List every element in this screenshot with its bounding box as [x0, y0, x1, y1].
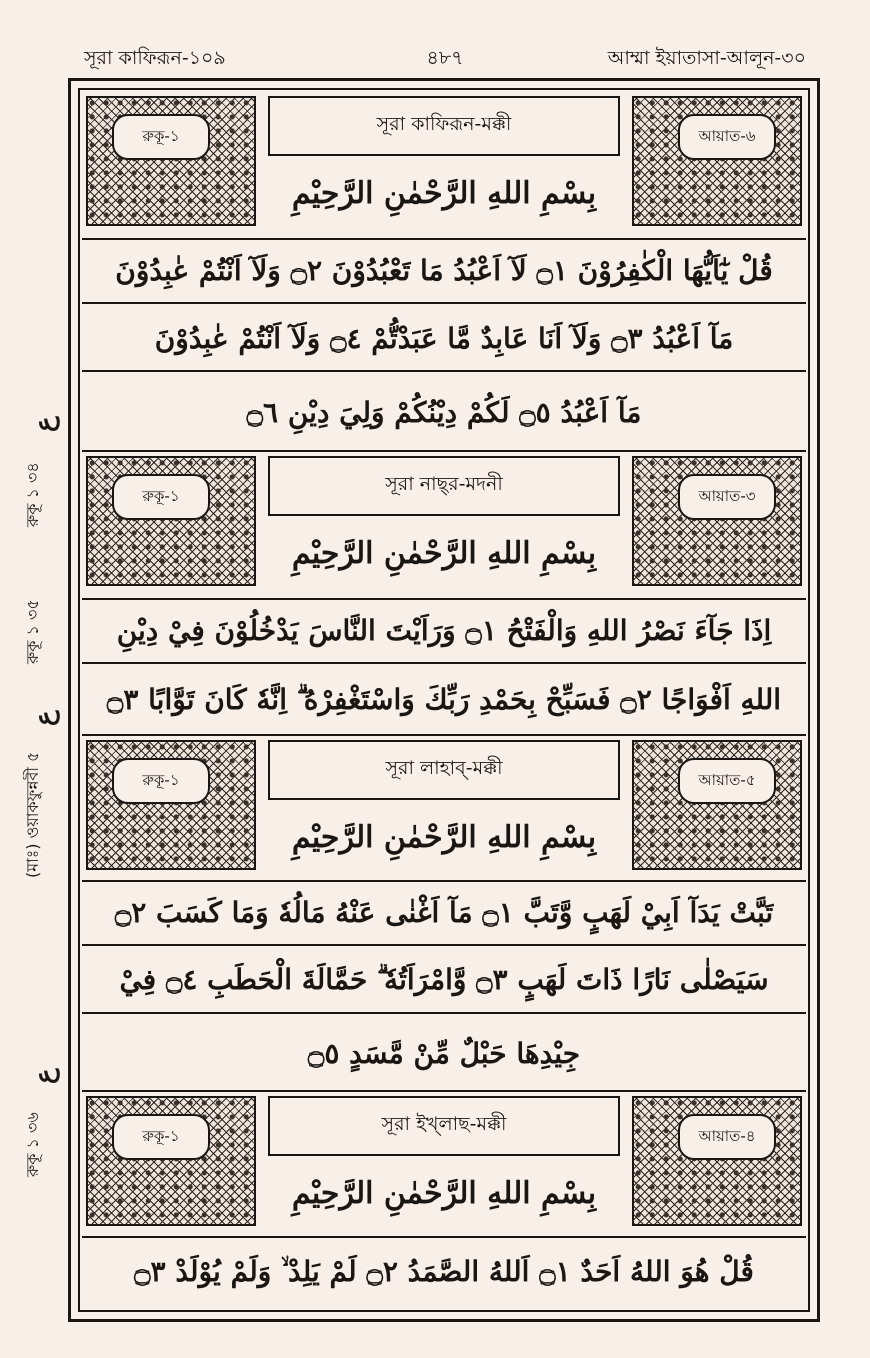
ruku-note: রুকূ ১ ৩৫ — [23, 599, 42, 665]
surah-header-lahab — [82, 736, 806, 882]
verse-line: جِيْدِهَا حَبْلٌ مِّنْ مَّسَدٍ ۝٥ — [82, 1016, 806, 1092]
ruku-mark: ع — [30, 710, 60, 726]
verse-line: قُلْ هُوَ اللهُ اَحَدٌ ۝١ اَللهُ الصَّمَدُ ۝٢ لَمْ يَلِدْ ۙ وَلَمْ يُوْلَدْ ۝٣ — [134, 1255, 754, 1288]
surah-header-kafirun — [82, 92, 806, 240]
verse-line: مَآ اَعْبُدُ ۝٥ لَكُمْ دِيْنُكُمْ وَلِيَ دِيْنِ ۝٦ — [82, 374, 806, 452]
surah-running-title: সূরা কাফিরূন-১০৯ — [84, 47, 226, 69]
ayat-label: আয়াত-৩ — [678, 474, 776, 520]
surah-title: সূরা ইখ্‌লাছ-মক্কী — [268, 1096, 620, 1156]
ruku-note: রুকূ ১ ৩৪ — [23, 462, 42, 528]
surah-title: সূরা কাফিরূন-মক্কী — [268, 96, 620, 156]
verse-line: اللهِ اَفْوَاجًا ۝٢ فَسَبِّحْ بِحَمْدِ رَبِّكَ وَاسْتَغْفِرْهُ ۗ اِنَّهٗ كَانَ تَوَّابًا ۝٣ — [82, 666, 806, 736]
surah-title: সূরা নাছ্‌র-মদনী — [268, 456, 620, 516]
verse-line: قُلْ يٰٓاَيُّهَا الْكٰفِرُوْنَ ۝١ لَآ اَعْبُدُ مَا تَعْبُدُوْنَ ۝٢ وَلَآ اَنْتُمْ عٰبِدُوْنَ — [82, 238, 806, 304]
verse-line: مَآ اَعْبُدُ ۝٣ وَلَآ اَنَا عَابِدٌ مَّا عَبَدْتُّمْ ۝٤ وَلَآ اَنْتُمْ عٰبِدُوْنَ — [82, 306, 806, 372]
ayat-label: আয়াত-৬ — [678, 114, 776, 160]
verse-line: اِذَا جَآءَ نَصْرُ اللهِ وَالْفَتْحُ ۝١ وَرَاَيْتَ النَّاسَ يَدْخُلُوْنَ فِيْ دِيْنِ — [82, 598, 806, 664]
ruku-label: রুকূ-১ — [112, 1114, 210, 1160]
ruku-label: রুকূ-১ — [112, 758, 210, 804]
page-header — [84, 40, 806, 74]
bismillah: بِسْمِ اللهِ الرَّحْمٰنِ الرَّحِيْمِ — [291, 1175, 597, 1211]
bismillah: بِسْمِ اللهِ الرَّحْمٰنِ الرَّحِيْمِ — [291, 819, 597, 855]
ayat-label: আয়াত-৫ — [678, 758, 776, 804]
ruku-note: রুকূ ১ ৩৬ — [23, 1112, 42, 1178]
waqf-note: (মাঃ) ওয়াকফুন্নবী ৫ — [23, 751, 42, 879]
bismillah: بِسْمِ اللهِ الرَّحْمٰنِ الرَّحِيْمِ — [291, 175, 597, 211]
verse-line: سَيَصْلٰى نَارًا ذَاتَ لَهَبٍ ۝٣ وَّامْرَاَتُهٗ ۗ حَمَّالَةَ الْحَطَبِ ۝٤ فِيْ — [82, 948, 806, 1014]
page-number: ৪৮৭ — [426, 47, 464, 69]
ayat-label: আয়াত-৪ — [678, 1114, 776, 1160]
surah-header-ikhlas — [82, 1092, 806, 1238]
ruku-label: রুকূ-১ — [112, 114, 210, 160]
surah-header-nasr — [82, 452, 806, 600]
surah-title: সূরা লাহাব্‌-মক্কী — [268, 740, 620, 800]
ruku-label: রুকূ-১ — [112, 474, 210, 520]
verse-line: تَبَّتْ يَدَآ اَبِيْ لَهَبٍ وَّتَبَّ ۝١ مَآ اَغْنٰى عَنْهُ مَالُهٗ وَمَا كَسَبَ ۝٢ — [82, 880, 806, 946]
ruku-mark: ع — [30, 1068, 60, 1084]
para-running-title: আম্মা ইয়াতাসা-আলূন-৩০ — [607, 47, 806, 69]
bismillah: بِسْمِ اللهِ الرَّحْمٰنِ الرَّحِيْمِ — [291, 535, 597, 571]
ruku-mark: ع — [30, 416, 60, 432]
